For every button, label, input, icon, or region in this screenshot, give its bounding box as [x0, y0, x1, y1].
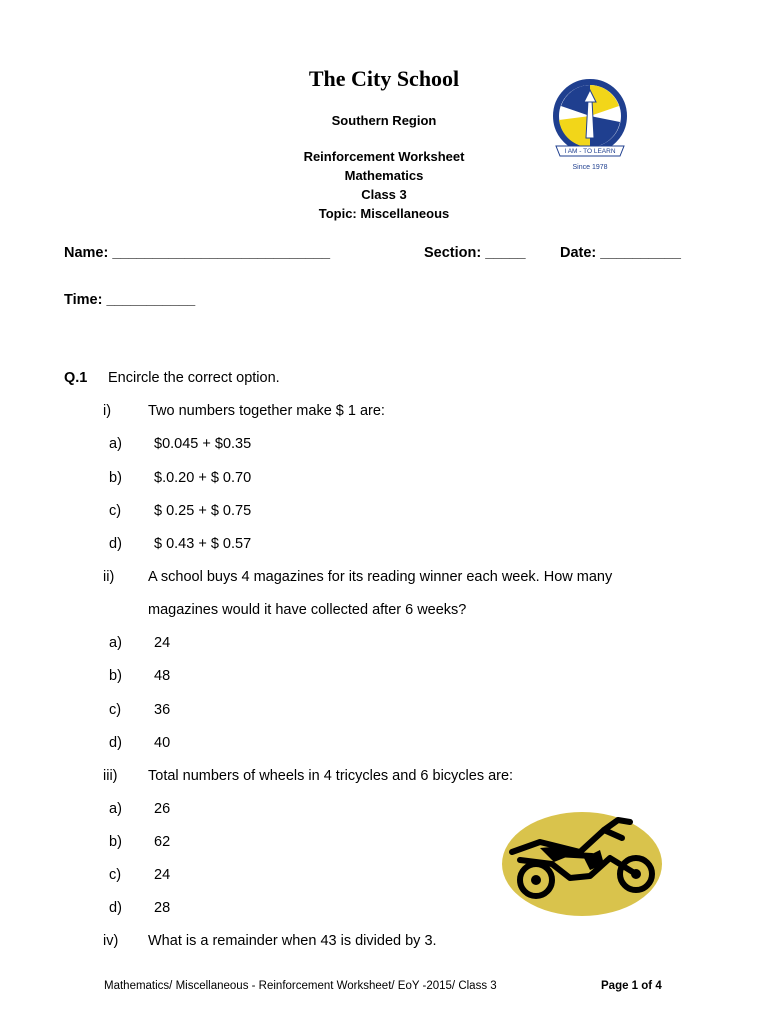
part-text: magazines would it have collected after 6 weeks? — [148, 602, 467, 618]
option-letter: b) — [109, 834, 122, 850]
footer-text: Mathematics/ Miscellaneous - Reinforcement Worksheet/ EoY -2015/ Class 3 — [104, 980, 497, 992]
option-letter: a) — [109, 436, 122, 452]
motorcycle-clipart — [500, 808, 670, 918]
option-text[interactable]: $.0.20 + $ 0.70 — [154, 470, 252, 486]
option-letter: a) — [109, 635, 122, 651]
school-logo — [548, 76, 632, 176]
option-letter: b) — [109, 470, 122, 486]
part-text: What is a remainder when 43 is divided by 3. — [148, 933, 437, 949]
part-number: iv) — [103, 933, 119, 949]
option-text[interactable]: 40 — [154, 735, 171, 751]
logo-since: Since 1978 — [572, 164, 608, 171]
part-text: Two numbers together make $ 1 are: — [148, 403, 385, 419]
option-text[interactable]: 62 — [154, 834, 171, 850]
part-number: ii) — [103, 569, 115, 585]
option-text[interactable]: 24 — [154, 867, 171, 883]
time-field[interactable]: Time: ___________ — [64, 292, 196, 308]
option-text[interactable]: $ 0.43 + $ 0.57 — [154, 536, 252, 552]
option-letter: c) — [109, 867, 122, 883]
section-field[interactable]: Section: _____ — [424, 245, 526, 261]
option-letter: b) — [109, 668, 122, 684]
option-letter: d) — [109, 735, 122, 751]
part-number: iii) — [103, 768, 118, 784]
option-letter: d) — [109, 900, 122, 916]
part-number: i) — [103, 403, 112, 419]
part-text: A school buys 4 magazines for its reading winner each week. How many — [148, 569, 613, 585]
option-text[interactable]: 36 — [154, 702, 171, 718]
page-number: Page 1 of 4 — [601, 980, 662, 992]
option-text[interactable]: 24 — [154, 635, 171, 651]
option-text[interactable]: $ 0.25 + $ 0.75 — [154, 503, 252, 519]
topic: Topic: Miscellaneous — [318, 206, 450, 221]
school-name: The City School — [308, 66, 460, 91]
option-letter: c) — [109, 503, 122, 519]
region: Southern Region — [331, 113, 437, 128]
option-text[interactable]: $0.045 + $0.35 — [154, 436, 252, 452]
part-text: Total numbers of wheels in 4 tricycles and 6 bicycles are: — [148, 768, 514, 784]
subject: Mathematics — [344, 168, 424, 183]
option-text[interactable]: 26 — [154, 801, 171, 817]
date-field[interactable]: Date: __________ — [560, 245, 681, 261]
option-letter: a) — [109, 801, 122, 817]
class-label: Class 3 — [361, 187, 407, 202]
worksheet-type: Reinforcement Worksheet — [303, 149, 465, 164]
name-field[interactable]: Name: ___________________________ — [64, 245, 331, 261]
option-letter: d) — [109, 536, 122, 552]
question-instruction: Encircle the correct option. — [108, 370, 280, 386]
logo-motto: I AM - TO LEARN — [564, 148, 616, 155]
option-letter: c) — [109, 702, 122, 718]
option-text[interactable]: 28 — [154, 900, 171, 916]
option-text[interactable]: 48 — [154, 668, 171, 684]
question-number: Q.1 — [64, 370, 88, 386]
